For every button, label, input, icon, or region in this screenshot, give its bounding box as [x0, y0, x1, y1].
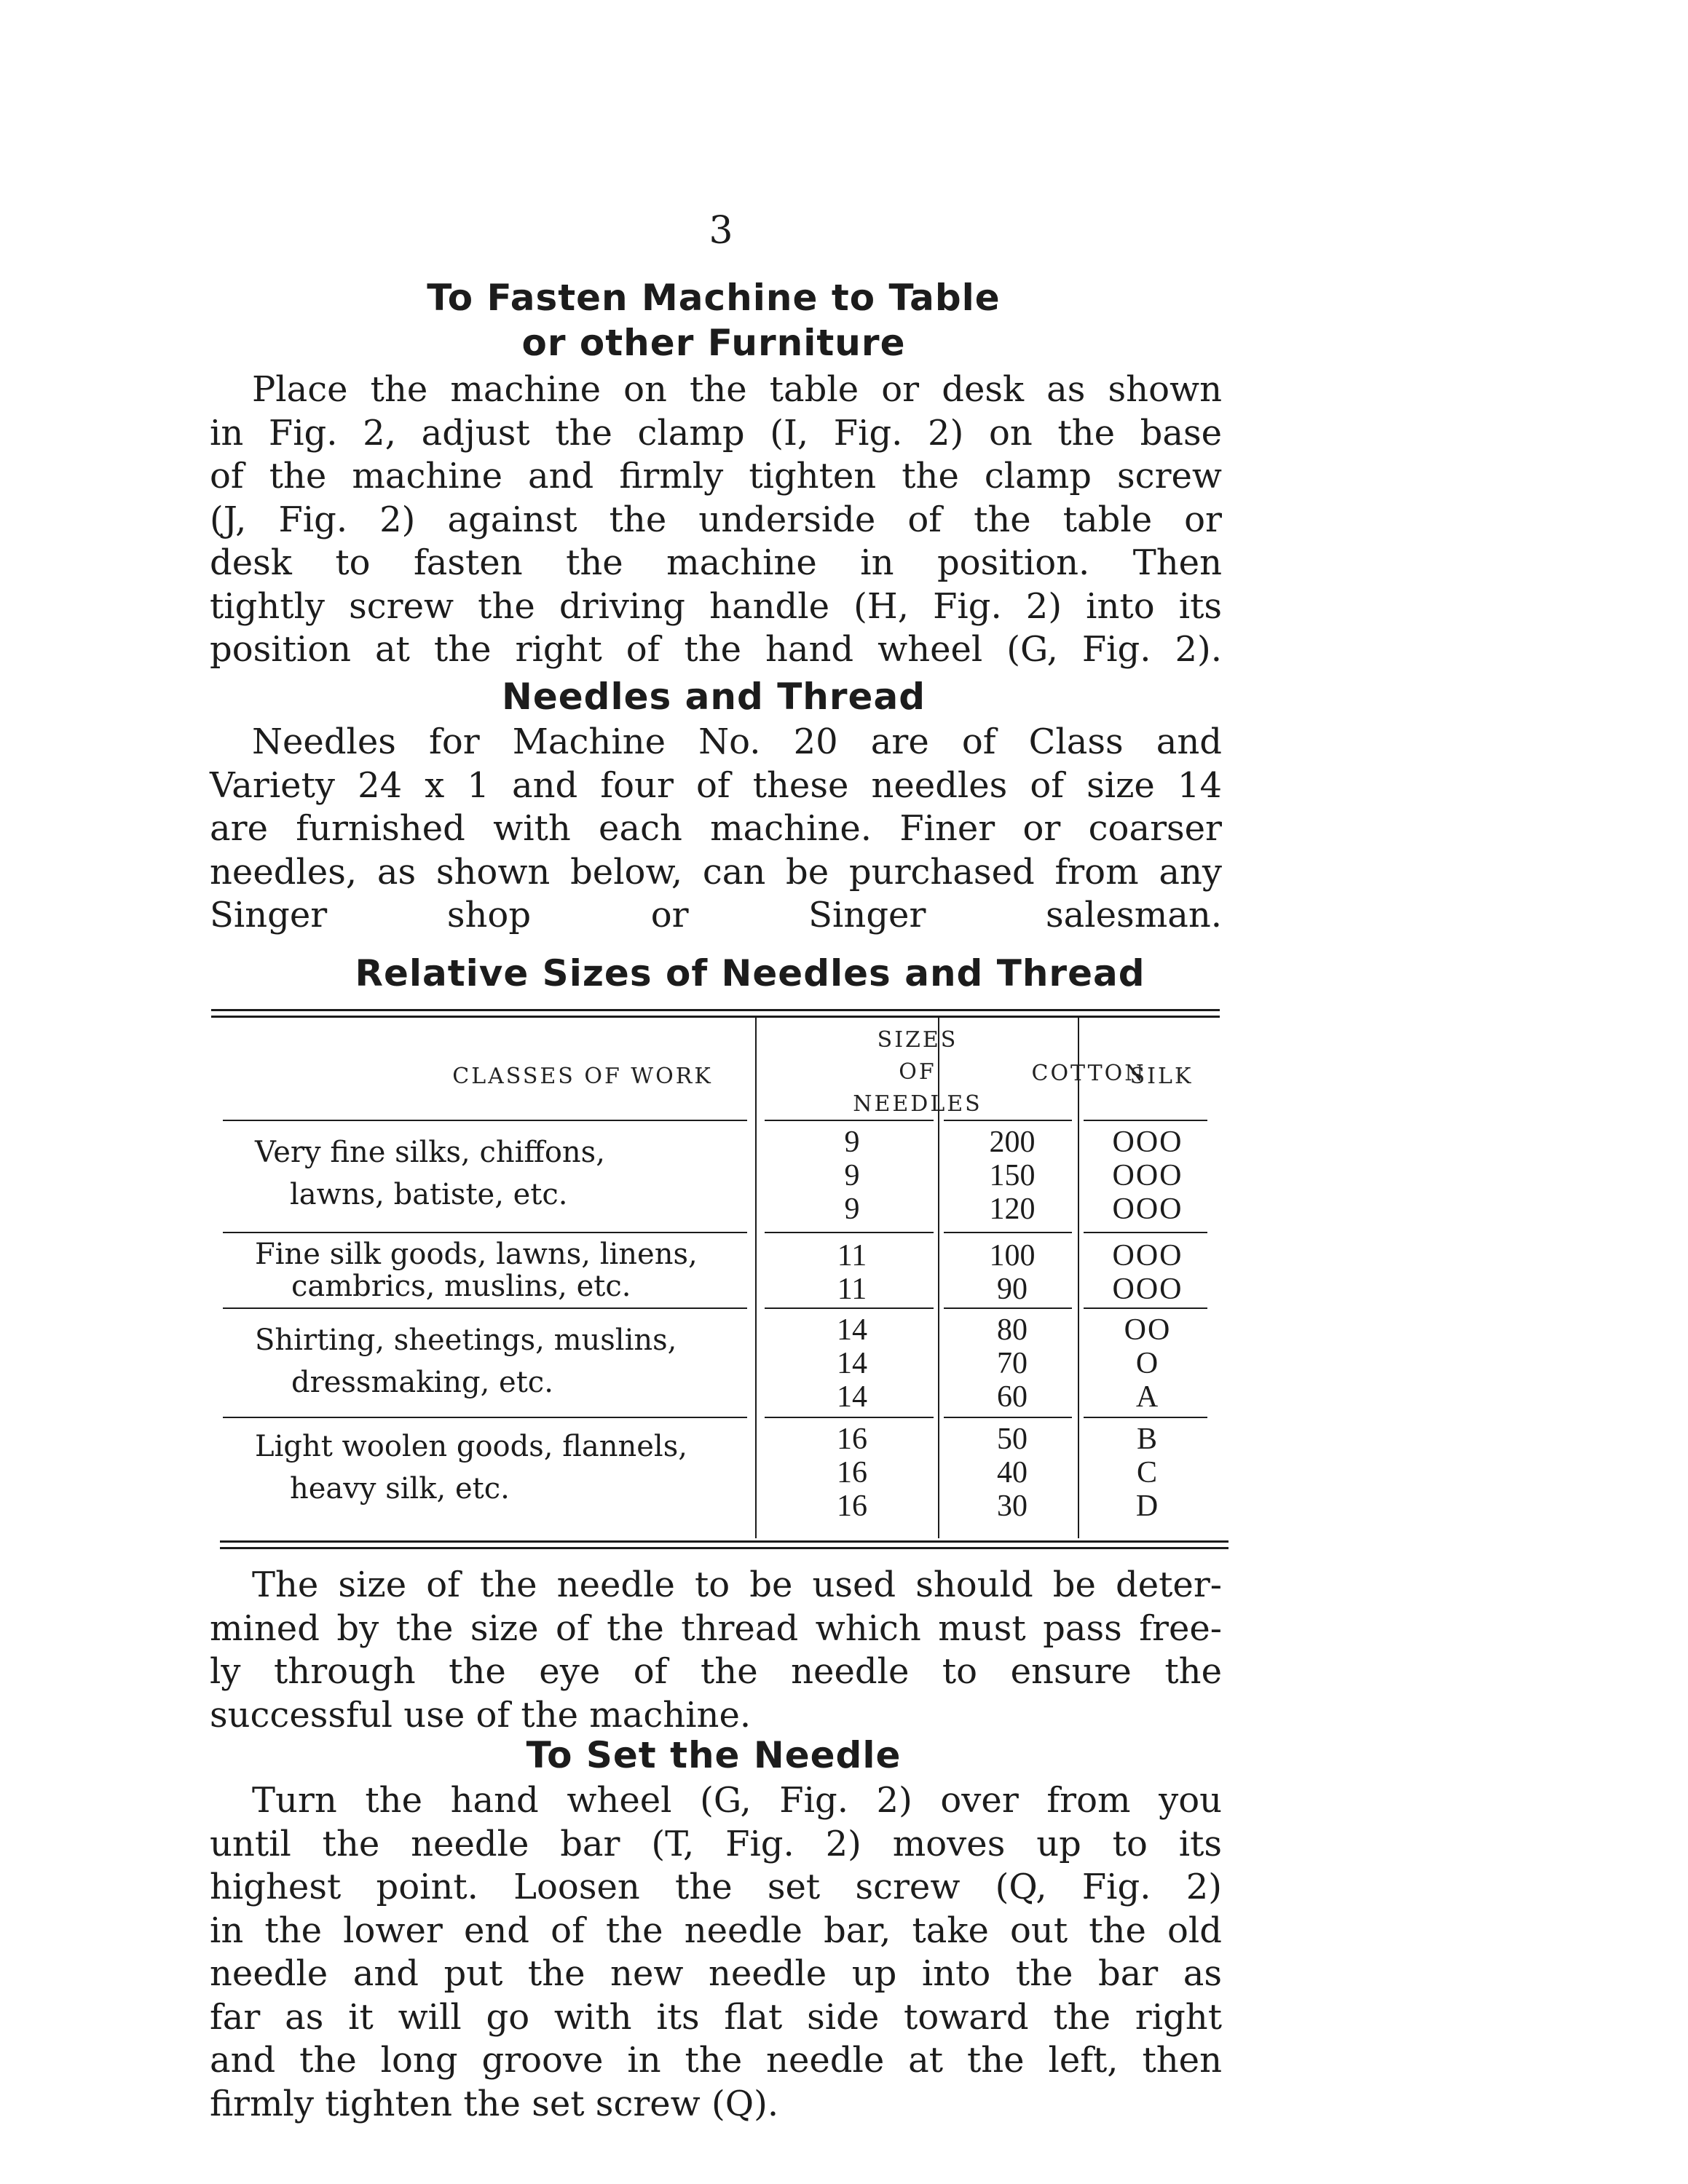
paragraph-line: firmly tighten the set screw (Q). [210, 2083, 779, 2124]
table-bottom-rule-inner [220, 1547, 1228, 1549]
row-rule [1084, 1120, 1207, 1121]
silk-cell: OOO OOO [1112, 1239, 1183, 1306]
paragraph-line: and the long groove in the needle at the left, then [210, 2040, 1222, 2081]
paragraph-fasten [210, 368, 1222, 672]
row-rule [765, 1232, 934, 1233]
row-rule [1084, 1417, 1207, 1418]
paragraph-line: Place the machine on the table or desk as shown [252, 369, 1222, 410]
column-divider [755, 1018, 757, 1538]
cotton-cell: 200 150 120 [989, 1125, 1036, 1226]
work-row-1-line1: Very fine silks, chiffons, [255, 1136, 605, 1169]
cotton-cell: 50 40 30 [997, 1423, 1028, 1523]
paragraph-line: are furnished with each machine. Finer or coarser [210, 808, 1222, 849]
silk-cell: OOO OOO OOO [1112, 1125, 1183, 1226]
needle-size-cell: 14 14 14 [837, 1313, 867, 1414]
paragraph-line: Needles for Machine No. 20 are of Class and [252, 721, 1222, 762]
needle-size-cell: 9 9 9 [844, 1125, 860, 1226]
paragraph-needles [210, 721, 1222, 938]
row-rule [1084, 1307, 1207, 1309]
paragraph-line: (J, Fig. 2) against the underside of the table or [210, 499, 1222, 540]
row-rule [765, 1307, 934, 1309]
row-rule [944, 1417, 1072, 1418]
header-classes-of-work: CLASSES OF WORK [452, 1064, 713, 1089]
table-top-rule [211, 1009, 1220, 1011]
row-rule [944, 1120, 1072, 1121]
section-title-set-needle: To Set the Needle [526, 1734, 902, 1776]
row-rule [944, 1232, 1072, 1233]
needle-size-cell: 16 16 16 [837, 1423, 867, 1523]
needle-size-cell: 11 11 [837, 1239, 867, 1306]
row-rule [223, 1417, 747, 1418]
row-rule [765, 1417, 934, 1418]
silk-cell: OO O A [1124, 1313, 1172, 1414]
paragraph-line: needle and put the new needle up into the bar as [210, 1953, 1222, 1994]
cotton-cell: 80 70 60 [997, 1313, 1028, 1414]
paragraph-line: The size of the needle to be used should be deter- [252, 1564, 1222, 1605]
paragraph-line: in Fig. 2, adjust the clamp (I, Fig. 2) on the base [210, 412, 1222, 454]
paragraph-line: tightly screw the driving handle (H, Fig. 2) into its [210, 585, 1222, 627]
table-bottom-rule [220, 1540, 1228, 1543]
work-row-2-line1: Fine silk goods, lawns, linens, [255, 1238, 698, 1271]
work-row-1-line2: lawns, batiste, etc. [290, 1178, 568, 1211]
header-needles: NEEDLES [853, 1091, 982, 1117]
paragraph-line: highest point. Loosen the set screw (Q, Fig. 2) [210, 1867, 1222, 1907]
needle-thread-table [211, 1009, 1220, 1549]
row-rule [1084, 1232, 1207, 1233]
paragraph-set-needle [210, 1779, 1222, 2126]
row-rule [765, 1120, 934, 1121]
silk-cell: B C D [1135, 1423, 1160, 1523]
paragraph-line: in the lower end of the needle bar, take out the old [210, 1910, 1222, 1951]
paragraph-line: Turn the hand wheel (G, Fig. 2) over from you [252, 1780, 1222, 1821]
paragraph-line: far as it will go with its flat side toward the right [210, 1996, 1222, 2038]
paragraph-size-note [210, 1564, 1222, 1737]
work-row-4-line1: Light woolen goods, flannels, [255, 1430, 687, 1463]
paragraph-line: of the machine and firmly tighten the clamp screw [210, 456, 1222, 496]
table-top-rule-inner [211, 1016, 1220, 1018]
cotton-cell: 100 90 [989, 1239, 1036, 1306]
section-title-needles: Needles and Thread [501, 676, 926, 718]
work-row-3-line2: dressmaking, etc. [291, 1366, 553, 1399]
paragraph-line: desk to fasten the machine in position. Then [210, 542, 1222, 583]
paragraph-line: position at the right of the hand wheel (G, Fig. 2). [210, 629, 1222, 670]
header-silk: SILK [1129, 1064, 1194, 1089]
paragraph-line: needles, as shown below, can be purchased from any [210, 851, 1222, 893]
paragraph-line: successful use of the machine. [210, 1694, 752, 1736]
work-row-2-line2: cambrics, muslins, etc. [291, 1270, 631, 1303]
table-title: Relative Sizes of Needles and Thread [355, 952, 1145, 994]
header-cotton: COTTON [1031, 1061, 1146, 1086]
paragraph-line: ly through the eye of the needle to ensure the [210, 1651, 1222, 1692]
work-row-4-line2: heavy silk, etc. [290, 1472, 510, 1506]
work-row-3-line1: Shirting, sheetings, muslins, [255, 1324, 677, 1357]
paragraph-line: until the needle bar (T, Fig. 2) moves up to its [210, 1823, 1222, 1864]
row-rule [223, 1307, 747, 1309]
paragraph-line: Variety 24 x 1 and four of these needles of size 14 [210, 764, 1222, 806]
row-rule [944, 1307, 1072, 1309]
paragraph-line: Singer shop or Singer salesman. [210, 895, 1222, 935]
header-sizes: SIZES [877, 1027, 958, 1053]
page-number: 3 [709, 209, 733, 253]
paragraph-line: mined by the size of the thread which must pass free- [210, 1607, 1222, 1649]
header-of: OF [899, 1059, 936, 1085]
section-title-fasten-line1: To Fasten Machine to Table [427, 277, 1001, 319]
row-rule [223, 1120, 747, 1121]
section-title-fasten-line2: or other Furniture [521, 322, 906, 364]
